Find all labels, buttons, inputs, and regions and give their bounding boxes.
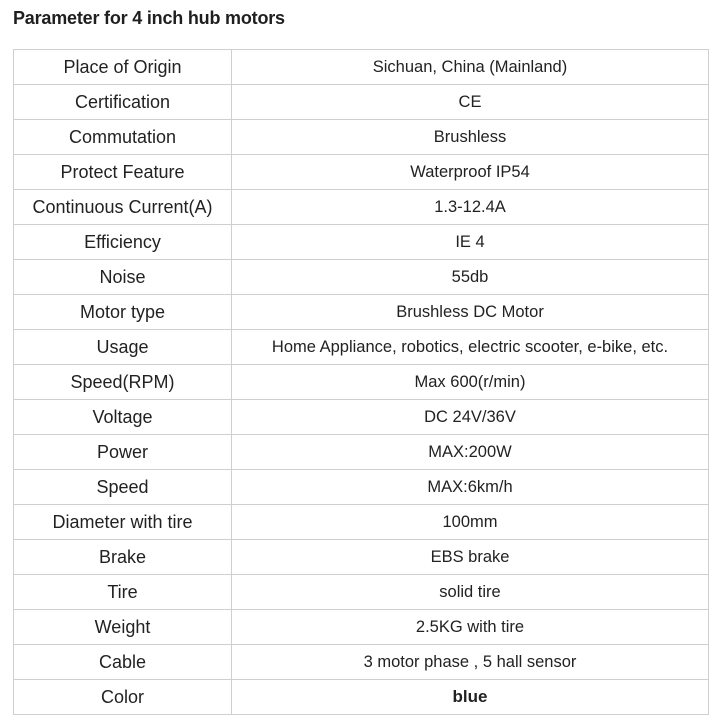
param-value: 2.5KG with tire bbox=[232, 610, 709, 645]
param-value: blue bbox=[232, 680, 709, 715]
param-value: 55db bbox=[232, 260, 709, 295]
param-value: MAX:6km/h bbox=[232, 470, 709, 505]
table-row bbox=[14, 260, 709, 295]
param-name: Brake bbox=[14, 540, 232, 575]
param-name: Weight bbox=[14, 610, 232, 645]
table-row bbox=[14, 610, 709, 645]
param-name: Power bbox=[14, 435, 232, 470]
param-name: Usage bbox=[14, 330, 232, 365]
table-row bbox=[14, 505, 709, 540]
param-value: 100mm bbox=[232, 505, 709, 540]
table-row bbox=[14, 645, 709, 680]
param-value: IE 4 bbox=[232, 225, 709, 260]
param-name: Commutation bbox=[14, 120, 232, 155]
param-name: Voltage bbox=[14, 400, 232, 435]
param-name: Tire bbox=[14, 575, 232, 610]
param-value: CE bbox=[232, 85, 709, 120]
param-name: Noise bbox=[14, 260, 232, 295]
table-row bbox=[14, 330, 709, 365]
table-row bbox=[14, 575, 709, 610]
table-row bbox=[14, 225, 709, 260]
param-value: Max 600(r/min) bbox=[232, 365, 709, 400]
table-row bbox=[14, 85, 709, 120]
table-row bbox=[14, 295, 709, 330]
spec-table bbox=[13, 49, 709, 715]
param-name: Diameter with tire bbox=[14, 505, 232, 540]
param-value: Waterproof IP54 bbox=[232, 155, 709, 190]
table-row bbox=[14, 680, 709, 715]
param-value: Brushless bbox=[232, 120, 709, 155]
param-name: Cable bbox=[14, 645, 232, 680]
param-name: Efficiency bbox=[14, 225, 232, 260]
param-value: MAX:200W bbox=[232, 435, 709, 470]
table-row bbox=[14, 400, 709, 435]
param-value: DC 24V/36V bbox=[232, 400, 709, 435]
param-value: solid tire bbox=[232, 575, 709, 610]
table-row bbox=[14, 190, 709, 225]
table-row bbox=[14, 540, 709, 575]
param-name: Protect Feature bbox=[14, 155, 232, 190]
param-name: Continuous Current(A) bbox=[14, 190, 232, 225]
table-row bbox=[14, 365, 709, 400]
table-row bbox=[14, 435, 709, 470]
param-name: Motor type bbox=[14, 295, 232, 330]
param-value: Brushless DC Motor bbox=[232, 295, 709, 330]
table-row bbox=[14, 120, 709, 155]
param-value: 3 motor phase , 5 hall sensor bbox=[232, 645, 709, 680]
param-name: Place of Origin bbox=[14, 50, 232, 85]
table-row bbox=[14, 155, 709, 190]
param-value: EBS brake bbox=[232, 540, 709, 575]
param-name: Color bbox=[14, 680, 232, 715]
page-title: Parameter for 4 inch hub motors bbox=[13, 8, 285, 28]
param-name: Certification bbox=[14, 85, 232, 120]
param-value: Sichuan, China (Mainland) bbox=[232, 50, 709, 85]
param-name: Speed bbox=[14, 470, 232, 505]
param-value: 1.3-12.4A bbox=[232, 190, 709, 225]
table-row bbox=[14, 470, 709, 505]
table-row bbox=[14, 50, 709, 85]
param-value: Home Appliance, robotics, electric scooter, e-bike, etc. bbox=[232, 330, 709, 365]
param-name: Speed(RPM) bbox=[14, 365, 232, 400]
